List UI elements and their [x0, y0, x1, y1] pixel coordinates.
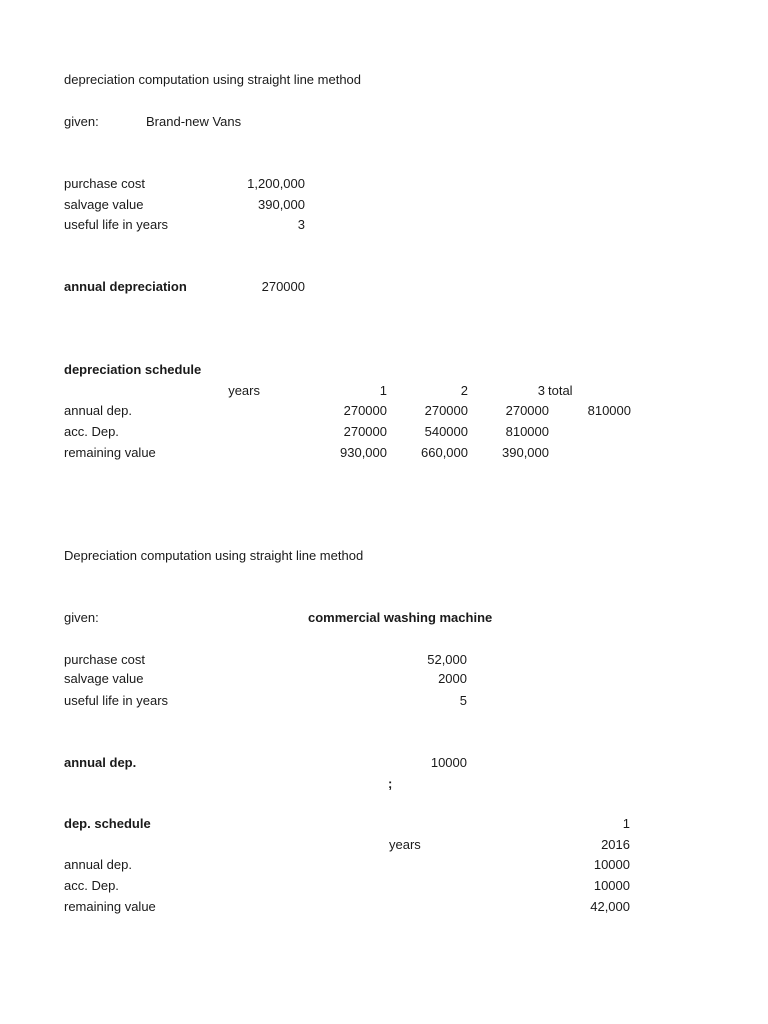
dep-schedule-row-label: annual dep. — [64, 857, 132, 872]
dep-schedule-col-number: 1 — [622, 816, 630, 831]
purchase-cost-value: 1,200,000 — [247, 176, 305, 191]
schedule-title: depreciation schedule — [64, 362, 202, 377]
section2-given-label: given: — [64, 610, 99, 625]
dep-schedule-row-label: acc. Dep. — [64, 878, 119, 893]
dep-schedule-cell: 10000 — [593, 857, 630, 872]
dep-schedule-cell: 10000 — [593, 878, 630, 893]
purchase-cost-value: 52,000 — [427, 652, 467, 667]
salvage-value-label: salvage value — [64, 671, 144, 686]
schedule-total-label: total — [548, 383, 573, 398]
dep-schedule-title: dep. schedule — [64, 816, 151, 831]
schedule-year-2: 2 — [460, 383, 468, 398]
purchase-cost-label: purchase cost — [64, 652, 145, 667]
purchase-cost-label: purchase cost — [64, 176, 145, 191]
schedule-year-1: 1 — [379, 383, 387, 398]
dep-schedule-row-label: remaining value — [64, 899, 156, 914]
schedule-cell: 930,000 — [340, 445, 387, 460]
schedule-cell: 270000 — [505, 403, 549, 418]
useful-life-value: 3 — [297, 217, 305, 232]
schedule-cell: 810000 — [505, 424, 549, 439]
dep-schedule-cell: 42,000 — [590, 899, 630, 914]
stray-semicolon: ; — [388, 776, 393, 791]
salvage-value-label: salvage value — [64, 197, 144, 212]
annual-dep-label: annual dep. — [64, 755, 137, 770]
dep-schedule-year-value: 2016 — [601, 837, 630, 852]
schedule-cell: 540000 — [424, 424, 468, 439]
useful-life-value: 5 — [459, 693, 467, 708]
dep-schedule-years-label: years — [389, 837, 421, 852]
salvage-value-value: 390,000 — [258, 197, 305, 212]
schedule-row-label: remaining value — [64, 445, 156, 460]
useful-life-label: useful life in years — [64, 217, 169, 232]
annual-depreciation-value: 270000 — [261, 279, 305, 294]
schedule-cell: 270000 — [343, 424, 387, 439]
schedule-cell: 270000 — [343, 403, 387, 418]
section1-title: depreciation computation using straight line method — [64, 72, 362, 87]
annual-depreciation-label: annual depreciation — [64, 279, 187, 294]
schedule-row-label: acc. Dep. — [64, 424, 119, 439]
salvage-value-value: 2000 — [438, 671, 467, 686]
schedule-year-3: 3 — [537, 383, 545, 398]
schedule-years-label: years — [228, 383, 260, 398]
schedule-total-cell: 810000 — [587, 403, 631, 418]
schedule-cell: 270000 — [424, 403, 468, 418]
section1-given-value: Brand-new Vans — [146, 114, 242, 129]
annual-dep-value: 10000 — [430, 755, 467, 770]
schedule-row-label: annual dep. — [64, 403, 132, 418]
section2-given-value: commercial washing machine — [308, 610, 493, 625]
schedule-cell: 390,000 — [502, 445, 549, 460]
schedule-cell: 660,000 — [421, 445, 468, 460]
section1-given-label: given: — [64, 114, 99, 129]
section2-title: Depreciation computation using straight line method — [64, 548, 364, 563]
useful-life-label: useful life in years — [64, 693, 169, 708]
